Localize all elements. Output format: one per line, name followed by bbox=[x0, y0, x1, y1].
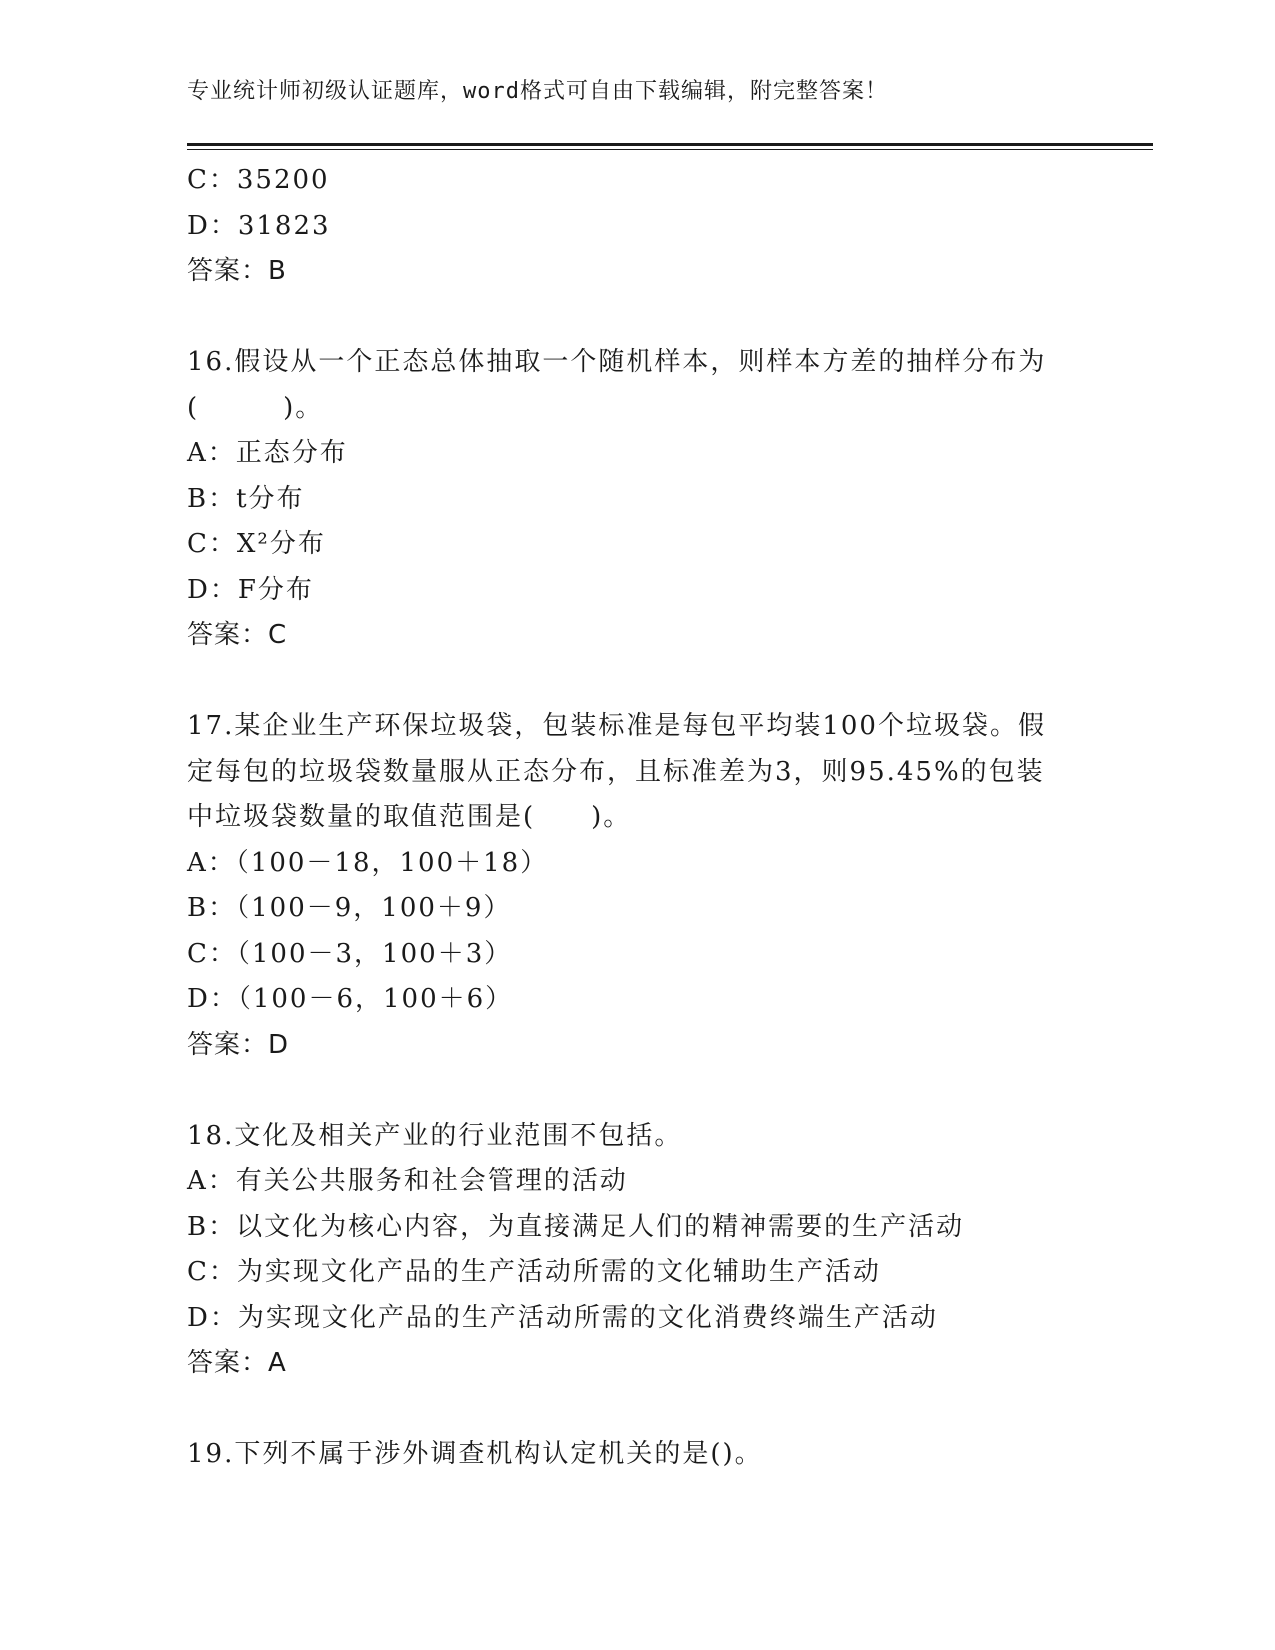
question-18-option-c: C：为实现文化产品的生产活动所需的文化辅助生产活动 bbox=[187, 1257, 881, 1287]
page-header: 专业统计师初级认证题库，word格式可自由下载编辑，附完整答案！ bbox=[187, 79, 888, 104]
answer-line: 答案：B bbox=[187, 256, 287, 286]
header-rule-thin bbox=[187, 149, 1153, 150]
question-17-option-d: D：（100－6，100＋6） bbox=[187, 984, 514, 1014]
option-d: D：31823 bbox=[187, 210, 331, 241]
option-c: C：35200 bbox=[187, 165, 330, 195]
question-17-answer: 答案：D bbox=[187, 1029, 290, 1060]
question-19-stem: 19.下列不属于涉外调查机构认定机关的是()。 bbox=[187, 1439, 763, 1469]
question-16-option-b: B：t分布 bbox=[187, 483, 305, 514]
question-18-option-a: A：有关公共服务和社会管理的活动 bbox=[187, 1166, 628, 1196]
question-18-option-b: B：以文化为核心内容，为直接满足人们的精神需要的生产活动 bbox=[187, 1211, 965, 1242]
spacer bbox=[187, 1068, 1087, 1114]
header-rule-thick bbox=[187, 143, 1153, 146]
question-16-stem-line-1: 16.假设从一个正态总体抽取一个随机样本，则样本方差的抽样分布为 bbox=[187, 347, 1047, 377]
question-16-stem-line-2: ( )。 bbox=[187, 392, 324, 423]
question-17-stem-line-1: 17.某企业生产环保垃圾袋，包装标准是每包平均装100个垃圾袋。假 bbox=[187, 711, 1046, 741]
question-16-option-a: A：正态分布 bbox=[187, 438, 348, 468]
spacer bbox=[187, 659, 1087, 705]
question-16-option-c: C：X²分布 bbox=[187, 529, 326, 559]
question-17-option-a: A：（100－18，100＋18） bbox=[187, 847, 549, 878]
question-17-stem-line-2: 定每包的垃圾袋数量服从正态分布，且标准差为3，则95.45%的包装 bbox=[187, 756, 1045, 787]
spacer bbox=[187, 1387, 1087, 1433]
question-17-option-c: C：（100－3，100＋3） bbox=[187, 938, 513, 969]
question-18-answer: 答案：A bbox=[187, 1348, 287, 1378]
spacer bbox=[187, 295, 1087, 341]
question-content bbox=[187, 158, 1087, 1478]
question-18-option-d: D：为实现文化产品的生产活动所需的文化消费终端生产活动 bbox=[187, 1302, 938, 1333]
question-17-option-b: B：（100－9，100＋9） bbox=[187, 893, 512, 923]
question-16-option-d: D：F分布 bbox=[187, 574, 314, 605]
question-17-stem-line-3: 中垃圾袋数量的取值范围是( )。 bbox=[187, 802, 632, 832]
question-18-stem: 18.文化及相关产业的行业范围不包括。 bbox=[187, 1120, 683, 1151]
question-16-answer: 答案：C bbox=[187, 620, 288, 650]
